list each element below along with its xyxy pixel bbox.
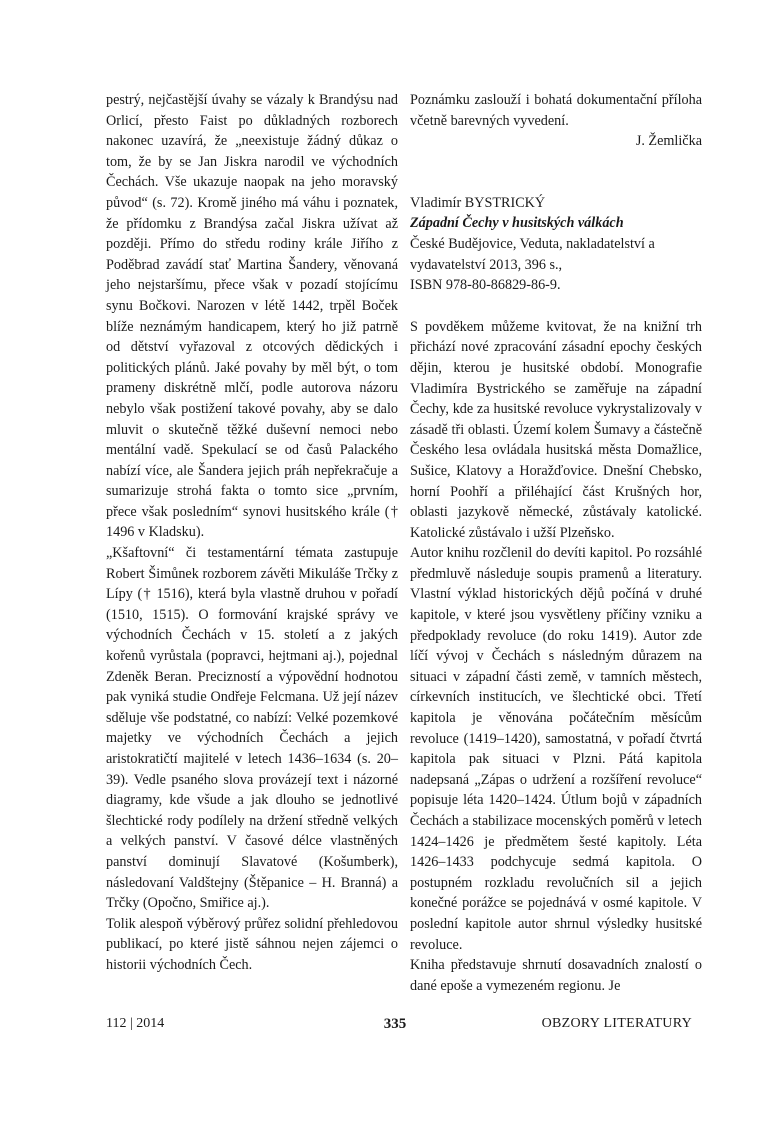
- section-spacer: [410, 152, 702, 193]
- left-paragraph-3: Tolik alespoň výběrový průřez solidní přehledovou publikací, po které jistě sáhnou nejen zájemci o historii východních Čech.: [106, 915, 398, 973]
- right-paragraph-1: S povděkem můžeme kvitovat, že na knižní trh přichází nové zpracování zásadní epochy českých dějin, kterou je husitské období. Monografie Vladimíra Bystrického se zaměřuje na západní Čechy, kde za husitské revoluce vykrystalizovaly v zásadě tři oblasti. Území kolem Šumavy a částečně Českého lesa ovládala husitská města Domažlice, Sušice, Klatovy a Horažďovice. Dnešní Chebsko, horní Poohří a přiléhající část Krušných hor, oblasti jazykově německé, zůstávaly katolické. Katolické zůstávalo i užší Plzeňsko.: [410, 318, 702, 541]
- right-column: [410, 90, 702, 996]
- left-column: [106, 90, 398, 976]
- review-closing-text: Poznámku zaslouží i bohatá dokumentační příloha včetně barevných vyvedení.: [410, 92, 702, 129]
- right-paragraph-2: Autor knihu rozčlenil do devíti kapitol. Po rozsáhlé předmluvě následuje soupis pramenů a literatury. Vlastní výklad historických dějů počíná v druhé kapitole, v které jsou vysvětleny příčiny vzniku a předpoklady revoluce (do roku 1419). Autor zde líčí vývoj v Čechách s následným důrazem na situaci v západní části země, v tamních městech, církevních institucích, ve šlechtické obci. Třetí kapitola je věnována počátečním měsícům revoluce (1419–1420), samostatná, v pořadí čtvrtá kapitola pak situaci v Plzni. Pátá kapitola nadepsaná „Zápas o udržení a rozšíření revoluce“ popisuje léta 1420–1424. Útlum bojů v západních Čechách a stabilizace mocenských poměrů v letech 1424–1426 je předmětem šesté kapitoly. Léta 1426–1433 podchycuje sedmá kapitola. O postupném rozkladu revolučních sil a jejich konečné porážce se pojednává v osmé kapitole. V poslední kapitole autor shrnul výsledky husitské revoluce.: [410, 545, 702, 953]
- left-paragraph-2: „Kšaftovní“ či testamentární témata zastupuje Robert Šimůnek rozborem závěti Mikuláše Trčky z Lípy († 1516), která byla vlastně druhou v pořadí (1510, 1515). O formování krajské správy ve východních Čechách v 15. století a z jakých kořenů vyrůstala (popravci, hejtmani aj.), pojednal Zdeněk Beran. Precizností a výpovědní hodnotou pak vyniká studie Ondřeje Felcmana. Už její název sděluje vše podstatné, co nabízí: Velké pozemkové majetky ve východních Čechách a jejich aristokratičtí majitelé v letech 1436–1634 (s. 20–39). Vedle psaného slova provázejí text i názorné diagramy, kde všude a jak dlouho se jednotlivé šlechtické rody podílely na držení středně velkých a velkých panství. V časové délce vlastněných panství dominují Slavatové (Košumberk), následovaní Valdštejny (Štěpanice – H. Branná) a Trčky (Opočno, Smiřice aj.).: [106, 545, 398, 912]
- right-paragraph-3: Kniha představuje shrnutí dosavadních znalostí o dané epoše a vymezeném regionu. Je: [410, 957, 702, 994]
- reviewer-signature: J. Žemlička: [635, 133, 702, 150]
- journal-name: OBZORY LITERATURY: [541, 1016, 692, 1031]
- footer-issue: 112 | 2014: [106, 1016, 165, 1031]
- book-title: Západní Čechy v husitských válkách: [410, 215, 624, 232]
- book-isbn: ISBN 978-80-86829-86-9.: [410, 277, 561, 294]
- book-publisher: České Budějovice, Veduta, nakladatelství a vydavatelství 2013, 396 s.,: [410, 235, 655, 273]
- page-number: 335: [383, 1016, 407, 1032]
- left-paragraph-1: pestrý, nejčastější úvahy se vázaly k Brandýsu nad Orlicí, přesto Faist po důkladných rozborech nakonec uzavírá, že „neexistuje žádný důkaz o tom, že by se Jan Jiskra narodil ve východních Čechách. Vše ukazuje naopak na jeho moravský původ“ (s. 72). Kromě jiného má váhu i poznatek, že přídomku z Brandýsa začal Jiskra užívat až později. Přímo do středu rodiny krále Jiřího z Poděbrad zavádí stať Martina Šandery, věnovaná jeho nejstaršímu, přece však v pozadí stojícímu synu Bočkovi. Narozen v létě 1442, trpěl Boček blíže neznámým handicapem, který ho již patrně od dětství vyřazoval z otcových dědických i politických plánů. Jaké povahy by měl být, o tom prameny diskrétně mlčí, podle autorova názoru nebylo však postižení takové povahy, aby se dalo mluvit o skutečně těžké duševní nemoci nebo mentální vadě. Spekulací se od časů Palackého nabízí více, ale Šandera jejich práh nepřekračuje a sumarizuje strohá fakta o tomto sice „prvním, přece však posledním“ synovi husitského krále († 1496 v Kladsku).: [106, 92, 398, 541]
- book-author: Vladimír BYSTRICKÝ: [410, 194, 546, 211]
- section-spacer-2: [410, 296, 702, 317]
